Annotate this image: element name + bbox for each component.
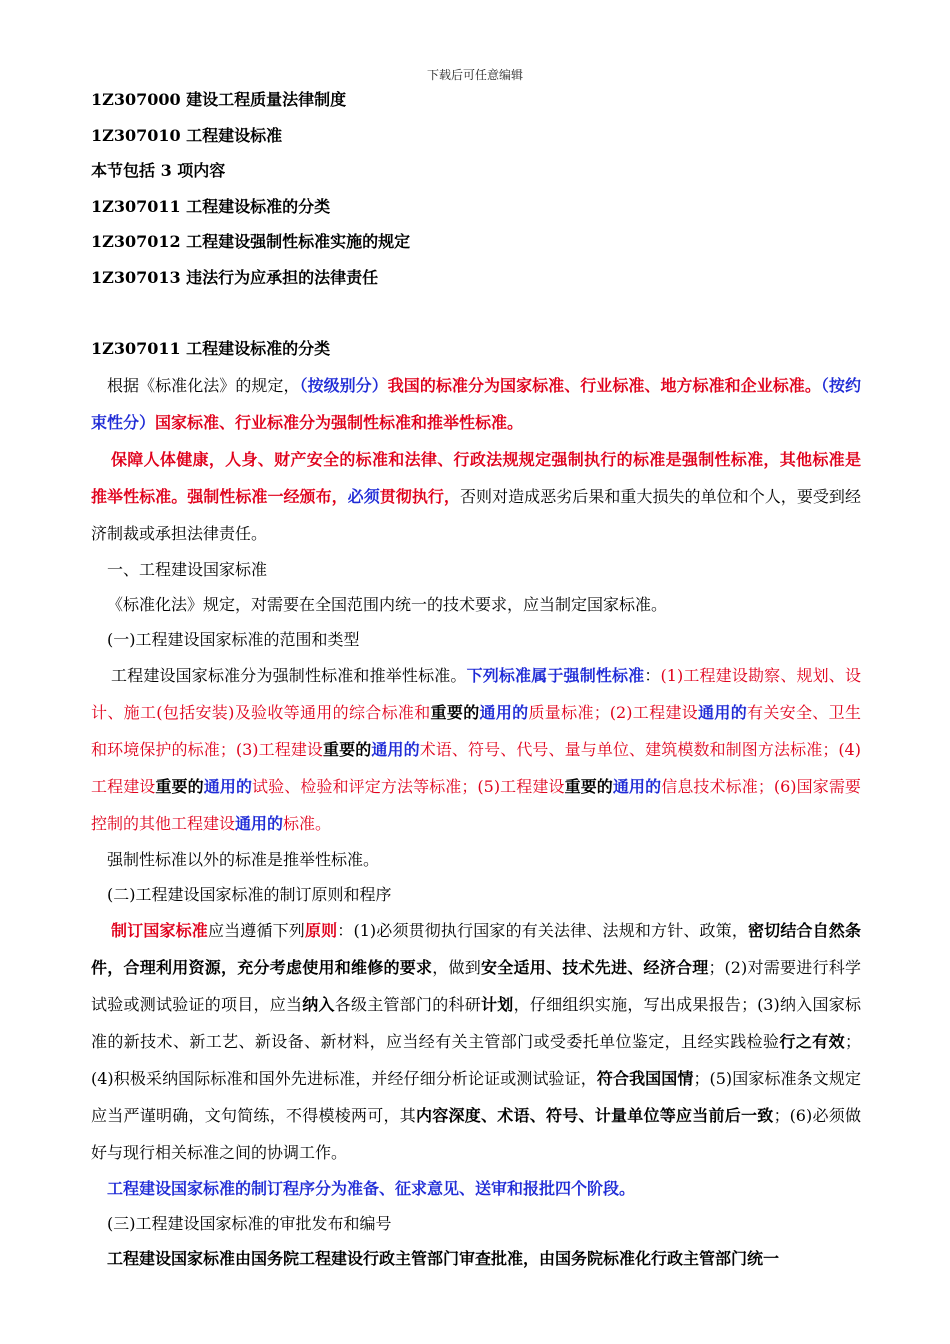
text-run: 制订国家标准 (111, 920, 208, 940)
toc-item: 1Z307011 工程建设标准的分类 (91, 196, 331, 216)
text-run: 贯彻执行， (379, 486, 460, 506)
toc-item: 1Z307010 工程建设标准 (91, 125, 283, 145)
text-run: 密切结合自然条件，合理利用资源，充分考虑使用和维修的要求 (91, 920, 861, 977)
text-run: 符合我国国情 (596, 1068, 694, 1088)
text-run: 内容深度、术语、符号、计量单位等应当前后一致 (416, 1105, 774, 1125)
heading-approval-numbering: (三)工程建设国家标准的审批发布和编号 (107, 1213, 392, 1233)
paragraph-mandatory-list (91, 657, 861, 842)
toc-item: 1Z307012 工程建设强制性标准实施的规定 (91, 232, 411, 251)
paragraph-principles (91, 912, 861, 1171)
text-run: 重要的 (155, 776, 204, 796)
text-run: 保障人体健康，人身、财产安全的标准和法律、行政法规规定强制执行的标准是强制性标准，其他标准是推举性标准。强制性标准一经颁布， (91, 449, 861, 506)
text-run: 纳入 (302, 994, 335, 1014)
text-run: 国家标准、行业标准分为强制性标准和推举性标准。 (155, 412, 524, 432)
text-run: 重要的 (430, 702, 480, 722)
text-run: ：(1)必须贯彻执行国家的有关法律、法规和方针、政策， (337, 920, 748, 940)
document-body (91, 82, 861, 1276)
text-run: 质量标准；(2)工程建设 (528, 702, 699, 722)
text-run: ；(2)对需要进行科学试验或测试验证的项目，应当 (91, 957, 861, 1014)
text-run: ，做到 (432, 957, 482, 977)
text-run: 通用的 (612, 776, 662, 796)
page-header: 下载后可任意编辑 (426, 68, 523, 82)
text-run: （按约束性分） (91, 375, 861, 432)
heading-scope-types: (一)工程建设国家标准的范围和类型 (107, 629, 360, 649)
text-run: ；(5)国家标准条文规定应当严谨明确，文句简练，不得模棱两可，其 (91, 1068, 861, 1125)
heading-national-standard: 一、工程建设国家标准 (107, 559, 268, 579)
text-run: 标准。 (283, 813, 332, 833)
text-run: （按级别分） (299, 375, 388, 395)
paragraph-approval: 工程建设国家标准由国务院工程建设行政主管部门审查批准，由国务院标准化行政主管部门统一 (107, 1248, 780, 1268)
toc-item: 1Z307000 建设工程质量法律制度 (91, 90, 347, 109)
text-run: 计划 (481, 994, 514, 1014)
heading-principles-procedures: (二)工程建设国家标准的制订原则和程序 (107, 884, 392, 904)
toc-item: 本节包括 3 项内容 (91, 161, 226, 180)
text-run: 通用的 (235, 813, 284, 833)
spacer (91, 295, 861, 331)
section-title: 1Z307011 工程建设标准的分类 (91, 339, 331, 358)
paragraph-procedure-stages: 工程建设国家标准的制订程序分为准备、征求意见、送审和报批四个阶段。 (107, 1178, 636, 1198)
toc-list (91, 82, 861, 295)
text-run: 否则对造成恶劣后果和重大损失的单位和个人，要受到经济制裁或承担法律责任。 (91, 486, 861, 543)
paragraph-standard-levels (91, 367, 861, 441)
text-run: 通用的 (698, 702, 748, 722)
paragraph-law-rule: 《标准化法》规定，对需要在全国范围内统一的技术要求，应当制定国家标准。 (107, 594, 668, 614)
text-run: ；(4)积极采纳国际标准和国外先进标准，并经仔细分析论证或测试验证， (91, 1031, 861, 1088)
text-run: 术语、符号、代号、量与单位、建筑模数和制图方法标准；(4)工程建设 (91, 739, 861, 796)
text-run: 工程建设国家标准分为强制性标准和推举性标准。 (111, 665, 467, 685)
text-run: (1)工程建设勘察、规划、设计、施工(包括安装)及验收等通用的综合标准和 (91, 665, 861, 722)
text-run: 各级主管部门的科研 (334, 994, 482, 1014)
text-run: 原则 (304, 920, 338, 940)
text-run: 我国的标准分为国家标准、行业标准、地方标准和企业标准。 (387, 375, 821, 395)
text-run: 试验、检验和评定方法等标准；(5)工程建设 (252, 776, 565, 796)
text-run: 重要的 (323, 739, 372, 759)
text-run: ；(6)必须做好与现行相关标准之间的协调工作。 (91, 1105, 861, 1162)
text-run: ，仔细组织实施，写出成果报告；(3)纳入国家标准的新技术、新工艺、新设备、新材料，应当经有关主管部门或受委托单位鉴定，且经实践检验 (91, 994, 861, 1051)
text-run: 通用的 (479, 702, 529, 722)
paragraph-recommended: 强制性标准以外的标准是推举性标准。 (107, 849, 380, 869)
paragraph-mandatory-definition (91, 441, 861, 552)
text-run: 应当遵循下列 (207, 920, 305, 940)
toc-item: 1Z307013 违法行为应承担的法律责任 (91, 267, 379, 287)
text-run: 信息技术标准；(6)国家需要控制的其他工程建设 (91, 776, 861, 833)
text-run: 根据《标准化法》的规定， (107, 375, 300, 395)
text-run: 通用的 (203, 776, 253, 796)
text-run: 行之有效 (779, 1031, 845, 1051)
text-run: 通用的 (371, 739, 420, 759)
text-run: 下列标准属于强制性标准 (466, 665, 645, 685)
text-run: 重要的 (564, 776, 613, 796)
text-run: 必须 (347, 486, 380, 506)
text-run: ： (644, 665, 661, 685)
text-run: 有关安全、卫生和环境保护的标准；(3)工程建设 (91, 702, 861, 759)
text-run: 安全适用、技术先进、经济合理 (481, 957, 709, 977)
